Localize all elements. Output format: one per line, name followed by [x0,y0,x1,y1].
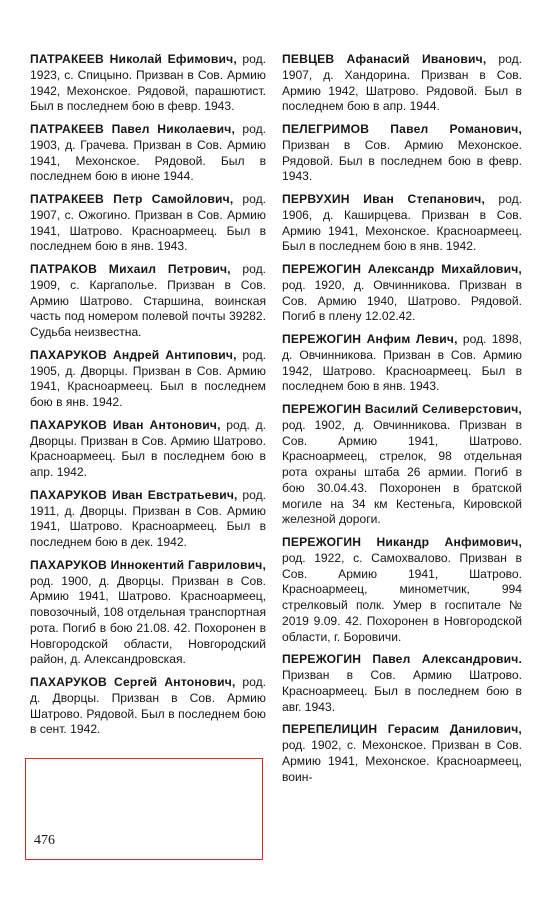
entry-patrakov-mikhail [30,262,266,341]
left-column [30,52,266,745]
entry-text: род. 1911, д. Дворцы. Призван в Сов. Армию 1941, Шатрово. Красноармеец. Был в последнем бою в дек. 1942. [30,487,266,549]
entry-pakharukov-andrei [30,348,266,411]
entry-text: род. 1920, д. Овчинникова. Призван в Сов. Армию 1940, Шатрово. Рядовой. Погиб в плену 12.02.42. [282,277,522,324]
entry-text: род. 1900, д. Дворцы. Призван в Сов. Армию 1941, Шатрово. Красноармеец, повозочный, 108 отдельная транспортная рота. Погиб в бою 21.08. 42. Похоронен в Новгородской области, Новгородский район, д. Александровская. [30,573,266,667]
entry-perezhogin-vasilii [282,402,522,528]
entry-patrakeev-nikolai [30,52,266,115]
entry-text: род. 1905, д. Дворцы. Призван в Сов. Армию 1941, Красноармеец. Был в последнем бою в янв. 1942. [30,347,266,409]
entry-pakharukov-innokentii [30,558,266,668]
entry-name: ПАХАРУКОВ Сергей Антонович, [30,675,236,689]
entry-name: ПЕРВУХИН Иван Степанович, [282,192,486,206]
entry-text: Призван в Сов. Армию Шатрово. Красноармеец. Был в последнем бою в авг. 1943. [282,668,522,714]
entry-name: ПЕВЦЕВ Афанасий Иванович, [282,52,487,66]
entry-name: ПАТРАКЕЕВ Николай Ефимович, [30,52,237,66]
entry-text: род. 1903, д. Грачева. Призван в Сов. Армию 1941, Мехонское. Рядовой. Был в последнем бою в июне 1944. [30,122,267,184]
entry-patrakeev-pavel [30,122,266,185]
entry-name: ПАТРАКОВ Михаил Петрович, [30,262,231,276]
entry-text: род. 1902, с. Мехонское. Призван в Сов. Армию 1941, Мехонское. Красноармеец, воин- [282,738,522,784]
entry-name: ПАТРАКЕЕВ Павел Николаевич, [30,122,236,136]
entry-name: ПЕРЕЖОГИН Василий Селиверстович, [282,402,522,416]
entry-perezhogin-anfim [282,332,522,395]
entry-text: род. 1906, д. Каширцева. Призван в Сов. Армию 1941, Мехонское. Красноармеец. Был в последнем бою в янв. 1942. [282,192,522,254]
entry-name: ПАТРАКЕЕВ Петр Самойлович, [30,192,234,206]
entry-name: ПЕЛЕГРИМОВ Павел Романович, [282,122,522,136]
entry-name: ПЕРЕЖОГИН Никандр Анфимович, [282,535,522,549]
entry-text: род. 1923, с. Спицыно. Призван в Сов. Армию 1942, Мехонское. Рядовой, парашютист. Был в последнем бою в февр. 1943. [30,52,266,114]
entry-name: ПАХАРУКОВ Иннокентий Гаврилович, [30,557,266,572]
entry-perezhogin-nikandr [282,535,522,645]
entry-name: ПЕРЕЖОГИН Александр Михайлович, [282,262,522,276]
entry-text: род. 1898, д. Овчинникова. Призван в Сов. Армию 1942, Шатрово. Красноармеец. Был в последнем бою в янв. 1943. [282,332,522,394]
entry-text: род. д. Дворцы. Призван в Сов. Армию Шатрово. Красноармеец. Был в последнем бою в апр. 1942. [30,417,266,479]
entry-name: ПЕРЕЖОГИН Павел Александрович. [282,652,522,667]
entry-pevtsev-afanasii [282,52,522,115]
entry-text: род. 1907, д. Хандорина. Призван в Сов. Армию 1942, Шатрово. Рядовой. Был в последнем бою в апр. 1944. [282,52,522,114]
entry-text: род. 1907, с. Ожогино. Призван в Сов. Армию 1941, Шатрово. Красноармеец. Был в последнем бою в янв. 1943. [30,192,266,254]
entry-name: ПАХАРУКОВ Андрей Антипович, [30,347,237,362]
entry-text: род. 1922, с. Самохвалово. Призван в Сов. Армию 1941, Шатрово. Красноармеец, минометчик, 994 стрелковый полк. Умер в госпитале № 2019 9.09. 42. Похоронен в Новгородской области, г. Боровичи. [282,550,522,644]
entry-perepelitsin-gerasim [282,722,522,785]
page-number: 476 [34,833,55,848]
entry-pelegrimov-pavel [282,122,522,185]
entry-pakharukov-ivan-a [30,418,266,481]
entry-name: ПАХАРУКОВ Иван Евстратьевич, [30,487,238,502]
right-column [282,52,522,792]
entry-text: род. д. Дворцы. Призван в Сов. Армию Шатрово. Рядовой. Был в последнем бою в сент. 1942. [30,675,266,737]
entry-pervukhin-ivan [282,192,522,255]
entry-pakharukov-ivan-e [30,488,266,551]
highlight-box [25,758,263,860]
entry-name: ПАХАРУКОВ Иван Антонович, [30,417,221,432]
entry-text: Призван в Сов. Армию Мехонское. Рядовой. Был в последнем бою в февр. 1943. [282,137,522,184]
entry-name: ПЕРЕЖОГИН Анфим Левич, [282,332,458,346]
entry-pakharukov-sergei [30,675,266,738]
entry-perezhogin-aleksandr [282,262,522,325]
entry-patrakeev-petr [30,192,266,255]
entry-text: род. 1909, с. Каргаполье. Призван в Сов. Армию Шатрово. Старшина, воинская часть под номером полевой почты 39282. Судьба неизвестна. [30,262,266,339]
entry-text: род. 1902, д. Овчинникова. Призван в Сов. Армию 1941, Шатрово. Красноармеец, стрелок, 98 отдельная рота охраны штаба 26 армии. Погиб в бою 30.04.43. Похоронен в братской могиле на 34 км Кестеньга, Кировской железной дороги. [282,417,522,527]
entry-perezhogin-pavel [282,652,522,715]
entry-name: ПЕРЕПЕЛИЦИН Герасим Данилович, [282,722,522,737]
